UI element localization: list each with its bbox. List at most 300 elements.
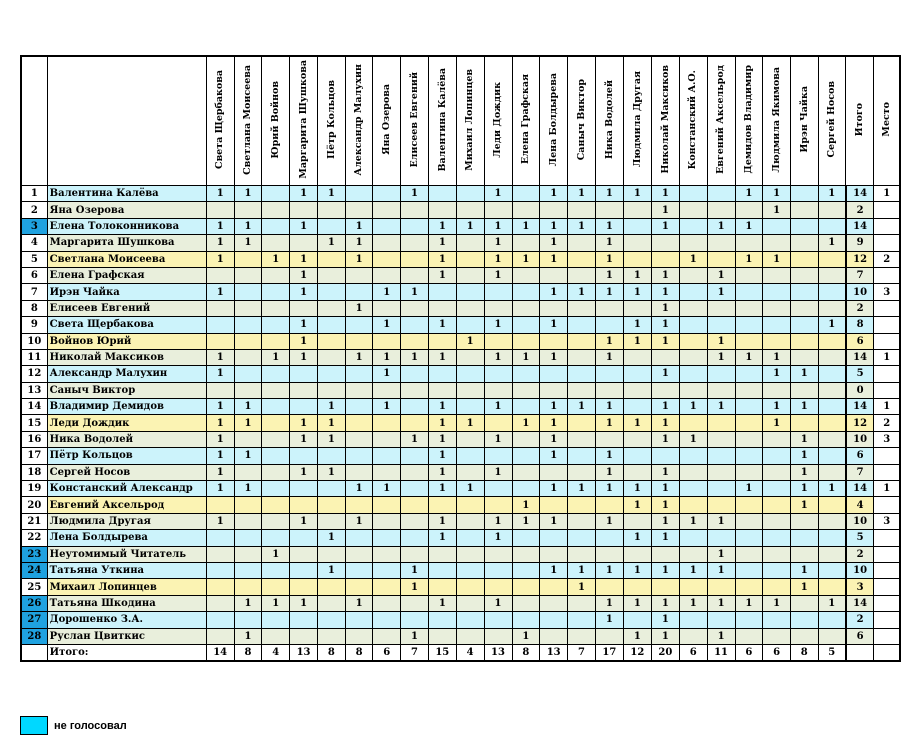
- vote-cell: [262, 284, 290, 300]
- column-header: [735, 56, 763, 186]
- table-row: [21, 513, 900, 529]
- voter-name: Саныч Виктор: [47, 382, 206, 398]
- vote-cell: [790, 530, 818, 546]
- column-header-label: Светлана Моисеева: [242, 64, 254, 175]
- vote-cell: 1: [679, 595, 707, 611]
- vote-cell: 1: [318, 415, 346, 431]
- vote-cell: [401, 612, 429, 628]
- vote-cell: [707, 415, 735, 431]
- vote-cell: [206, 562, 234, 578]
- vote-cell: [345, 382, 373, 398]
- legend: [20, 716, 127, 735]
- row-total: 14: [846, 186, 874, 202]
- vote-cell: 1: [540, 448, 568, 464]
- vote-cell: [623, 513, 651, 529]
- vote-cell: [790, 251, 818, 267]
- vote-cell: [735, 415, 763, 431]
- vote-cell: [318, 628, 346, 644]
- vote-cell: [595, 628, 623, 644]
- vote-cell: 1: [234, 628, 262, 644]
- row-number: 7: [21, 284, 47, 300]
- vote-cell: [234, 202, 262, 218]
- vote-cell: [763, 300, 791, 316]
- vote-cell: [456, 579, 484, 595]
- row-place: 3: [874, 513, 900, 529]
- vote-cell: [373, 448, 401, 464]
- vote-cell: [735, 628, 763, 644]
- totals-row: [21, 644, 900, 661]
- vote-cell: [623, 251, 651, 267]
- column-total: 8: [318, 644, 346, 661]
- vote-cell: 1: [428, 464, 456, 480]
- vote-cell: 1: [623, 333, 651, 349]
- row-place: 1: [874, 481, 900, 497]
- vote-cell: 1: [206, 251, 234, 267]
- vote-cell: [595, 497, 623, 513]
- column-total: 7: [401, 644, 429, 661]
- vote-cell: [818, 218, 846, 234]
- vote-cell: [428, 366, 456, 382]
- vote-cell: [234, 579, 262, 595]
- vote-cell: 1: [651, 431, 679, 447]
- vote-cell: [679, 300, 707, 316]
- vote-cell: [679, 448, 707, 464]
- vote-cell: [763, 612, 791, 628]
- vote-cell: [679, 464, 707, 480]
- vote-cell: [790, 546, 818, 562]
- vote-cell: [679, 382, 707, 398]
- vote-cell: [262, 448, 290, 464]
- vote-cell: 1: [318, 464, 346, 480]
- vote-cell: [401, 218, 429, 234]
- vote-cell: [707, 612, 735, 628]
- vote-cell: 1: [707, 513, 735, 529]
- vote-cell: 1: [790, 481, 818, 497]
- vote-cell: 1: [290, 333, 318, 349]
- vote-cell: 1: [790, 448, 818, 464]
- totals-blank-place: [874, 644, 900, 661]
- vote-cell: 1: [484, 431, 512, 447]
- vote-cell: 1: [512, 513, 540, 529]
- vote-cell: 1: [484, 317, 512, 333]
- column-total: 6: [373, 644, 401, 661]
- vote-cell: [735, 562, 763, 578]
- vote-cell: [428, 202, 456, 218]
- vote-cell: [735, 202, 763, 218]
- vote-cell: [735, 612, 763, 628]
- vote-cell: [790, 284, 818, 300]
- vote-cell: 1: [345, 349, 373, 365]
- vote-cell: [234, 513, 262, 529]
- vote-cell: [290, 497, 318, 513]
- vote-cell: [568, 497, 596, 513]
- column-header-label: Людмила Другая: [631, 71, 643, 168]
- vote-cell: [484, 415, 512, 431]
- vote-cell: [234, 300, 262, 316]
- vote-cell: [206, 530, 234, 546]
- vote-cell: 1: [512, 349, 540, 365]
- vote-cell: 1: [623, 267, 651, 283]
- vote-cell: [290, 382, 318, 398]
- vote-cell: 1: [651, 481, 679, 497]
- vote-cell: [763, 382, 791, 398]
- vote-cell: [234, 464, 262, 480]
- vote-cell: [234, 317, 262, 333]
- row-place: 1: [874, 186, 900, 202]
- column-total: 11: [707, 644, 735, 661]
- vote-cell: [679, 235, 707, 251]
- vote-cell: [623, 464, 651, 480]
- vote-cell: [512, 579, 540, 595]
- voter-name: Николай Максиков: [47, 349, 206, 365]
- vote-cell: 1: [763, 349, 791, 365]
- vote-cell: [318, 497, 346, 513]
- vote-cell: 1: [484, 530, 512, 546]
- row-number: 2: [21, 202, 47, 218]
- vote-cell: [735, 530, 763, 546]
- vote-cell: 1: [401, 284, 429, 300]
- vote-cell: [568, 513, 596, 529]
- vote-cell: 1: [401, 186, 429, 202]
- vote-cell: 1: [679, 251, 707, 267]
- vote-cell: 1: [318, 530, 346, 546]
- vote-cell: 1: [512, 251, 540, 267]
- vote-cell: 1: [707, 349, 735, 365]
- vote-cell: 1: [540, 235, 568, 251]
- vote-cell: 1: [763, 415, 791, 431]
- vote-cell: 1: [818, 186, 846, 202]
- vote-cell: [763, 513, 791, 529]
- vote-cell: [512, 448, 540, 464]
- vote-cell: [735, 546, 763, 562]
- column-header-label: Демидов Владимир: [743, 65, 755, 174]
- vote-cell: 1: [428, 431, 456, 447]
- vote-cell: [401, 530, 429, 546]
- row-number: 26: [21, 595, 47, 611]
- vote-cell: [623, 546, 651, 562]
- column-total: 4: [262, 644, 290, 661]
- vote-cell: 1: [290, 284, 318, 300]
- vote-cell: 1: [651, 284, 679, 300]
- vote-cell: [262, 513, 290, 529]
- vote-cell: [290, 300, 318, 316]
- vote-cell: [623, 399, 651, 415]
- vote-cell: [707, 235, 735, 251]
- vote-cell: [568, 595, 596, 611]
- vote-cell: 1: [595, 186, 623, 202]
- vote-cell: [262, 464, 290, 480]
- table-row: [21, 464, 900, 480]
- vote-cell: [318, 267, 346, 283]
- row-place: [874, 218, 900, 234]
- vote-cell: [512, 546, 540, 562]
- vote-cell: [707, 464, 735, 480]
- row-place: 3: [874, 431, 900, 447]
- vote-cell: 1: [318, 399, 346, 415]
- vote-cell: 1: [290, 251, 318, 267]
- vote-cell: [568, 382, 596, 398]
- vote-cell: 1: [206, 481, 234, 497]
- row-number: 15: [21, 415, 47, 431]
- vote-cell: 1: [568, 218, 596, 234]
- vote-cell: 1: [735, 349, 763, 365]
- column-header: [790, 56, 818, 186]
- vote-cell: [373, 267, 401, 283]
- vote-cell: 1: [790, 399, 818, 415]
- vote-cell: [484, 366, 512, 382]
- vote-cell: [679, 218, 707, 234]
- vote-cell: [818, 415, 846, 431]
- vote-cell: 1: [234, 399, 262, 415]
- vote-cell: 1: [651, 300, 679, 316]
- vote-cell: [318, 546, 346, 562]
- vote-cell: [763, 431, 791, 447]
- table-row: [21, 497, 900, 513]
- vote-cell: 1: [651, 612, 679, 628]
- vote-cell: [345, 562, 373, 578]
- vote-cell: [568, 333, 596, 349]
- vote-cell: 1: [707, 333, 735, 349]
- vote-cell: [262, 317, 290, 333]
- header-row: [21, 56, 900, 186]
- vote-cell: [373, 612, 401, 628]
- vote-cell: [790, 628, 818, 644]
- vote-cell: [401, 595, 429, 611]
- vote-cell: [262, 333, 290, 349]
- vote-cell: [373, 497, 401, 513]
- totals-label: Итого:: [47, 644, 206, 661]
- row-total: 2: [846, 546, 874, 562]
- vote-cell: [763, 267, 791, 283]
- vote-cell: 1: [234, 218, 262, 234]
- vote-cell: 1: [623, 284, 651, 300]
- column-header: [595, 56, 623, 186]
- vote-cell: [623, 382, 651, 398]
- vote-cell: [484, 300, 512, 316]
- vote-cell: 1: [456, 481, 484, 497]
- row-place: [874, 579, 900, 595]
- vote-cell: 1: [540, 415, 568, 431]
- voter-name: Неутомимый Читатель: [47, 546, 206, 562]
- vote-cell: 1: [568, 562, 596, 578]
- vote-cell: [401, 382, 429, 398]
- vote-cell: 1: [540, 284, 568, 300]
- vote-cell: 1: [818, 317, 846, 333]
- row-place: [874, 562, 900, 578]
- vote-cell: 1: [262, 251, 290, 267]
- vote-cell: 1: [763, 251, 791, 267]
- row-place: [874, 333, 900, 349]
- column-header-label: Елисеев Евгений: [408, 71, 420, 168]
- vote-cell: [512, 300, 540, 316]
- vote-cell: 1: [790, 562, 818, 578]
- vote-cell: 1: [735, 595, 763, 611]
- vote-cell: [568, 546, 596, 562]
- vote-cell: 1: [651, 530, 679, 546]
- voter-name: Войнов Юрий: [47, 333, 206, 349]
- column-header-label: Света Щербакова: [214, 70, 226, 169]
- vote-cell: [373, 251, 401, 267]
- row-place: 3: [874, 284, 900, 300]
- vote-cell: 1: [651, 513, 679, 529]
- vote-cell: 1: [345, 481, 373, 497]
- column-total: 12: [623, 644, 651, 661]
- vote-cell: [512, 333, 540, 349]
- vote-cell: 1: [206, 349, 234, 365]
- vote-cell: [484, 448, 512, 464]
- vote-cell: 1: [206, 235, 234, 251]
- row-number: 23: [21, 546, 47, 562]
- column-header: [568, 56, 596, 186]
- table-row: [21, 595, 900, 611]
- column-header-label: Ника Водолей: [603, 79, 615, 160]
- vote-cell: [373, 464, 401, 480]
- vote-cell: [484, 546, 512, 562]
- vote-cell: 1: [651, 595, 679, 611]
- vote-cell: [456, 284, 484, 300]
- row-total: 2: [846, 300, 874, 316]
- column-total: 8: [790, 644, 818, 661]
- vote-cell: 1: [262, 546, 290, 562]
- vote-cell: [373, 333, 401, 349]
- vote-cell: [206, 497, 234, 513]
- column-total: 5: [818, 644, 846, 661]
- row-total: 9: [846, 235, 874, 251]
- vote-cell: [623, 235, 651, 251]
- vote-cell: [345, 464, 373, 480]
- column-header: [428, 56, 456, 186]
- voter-name: Светлана Моисеева: [47, 251, 206, 267]
- column-header: [318, 56, 346, 186]
- table-row: [21, 366, 900, 382]
- vote-cell: [679, 497, 707, 513]
- vote-cell: [234, 546, 262, 562]
- vote-cell: 1: [401, 579, 429, 595]
- vote-cell: [623, 349, 651, 365]
- vote-cell: [373, 546, 401, 562]
- row-number: 21: [21, 513, 47, 529]
- table-row: [21, 284, 900, 300]
- vote-cell: [206, 267, 234, 283]
- vote-cell: [707, 497, 735, 513]
- vote-cell: 1: [623, 562, 651, 578]
- vote-cell: [790, 382, 818, 398]
- row-number: 16: [21, 431, 47, 447]
- vote-cell: 1: [707, 628, 735, 644]
- vote-cell: [401, 448, 429, 464]
- column-header-label: Маргарита Шушкова: [297, 60, 309, 179]
- vote-cell: [262, 530, 290, 546]
- vote-cell: [735, 579, 763, 595]
- vote-cell: [623, 218, 651, 234]
- row-total: 4: [846, 497, 874, 513]
- vote-cell: 1: [484, 464, 512, 480]
- vote-cell: 1: [373, 399, 401, 415]
- row-place: [874, 317, 900, 333]
- vote-cell: 1: [735, 481, 763, 497]
- row-total: 5: [846, 530, 874, 546]
- vote-cell: [679, 186, 707, 202]
- vote-cell: [790, 267, 818, 283]
- column-header-label: Ирэн Чайка: [798, 86, 810, 153]
- row-total: 7: [846, 464, 874, 480]
- vote-cell: 1: [790, 366, 818, 382]
- vote-cell: [456, 267, 484, 283]
- table-row: [21, 317, 900, 333]
- vote-cell: [763, 333, 791, 349]
- vote-cell: [262, 300, 290, 316]
- vote-cell: [735, 497, 763, 513]
- vote-cell: [456, 300, 484, 316]
- vote-cell: [290, 399, 318, 415]
- vote-cell: 1: [763, 202, 791, 218]
- column-header: [679, 56, 707, 186]
- column-header-label: Юрий Войнов: [269, 80, 281, 159]
- vote-cell: 1: [651, 218, 679, 234]
- vote-cell: 1: [373, 284, 401, 300]
- vote-cell: 1: [595, 513, 623, 529]
- vote-cell: [318, 595, 346, 611]
- vote-cell: [818, 202, 846, 218]
- place-header: [874, 56, 900, 186]
- column-total: 17: [595, 644, 623, 661]
- vote-cell: [707, 202, 735, 218]
- vote-cell: [484, 579, 512, 595]
- vote-cell: 1: [484, 235, 512, 251]
- vote-cell: 1: [401, 431, 429, 447]
- column-header-label: Александр Малухин: [353, 63, 365, 176]
- vote-cell: 1: [373, 349, 401, 365]
- vote-cell: [428, 333, 456, 349]
- table-row: [21, 612, 900, 628]
- vote-cell: [206, 300, 234, 316]
- row-place: 2: [874, 415, 900, 431]
- vote-cell: [456, 448, 484, 464]
- vote-cell: [262, 415, 290, 431]
- table-row: [21, 481, 900, 497]
- vote-cell: 1: [818, 481, 846, 497]
- vote-cell: [345, 530, 373, 546]
- vote-cell: [401, 366, 429, 382]
- vote-cell: 1: [290, 595, 318, 611]
- vote-cell: [512, 464, 540, 480]
- vote-cell: [484, 284, 512, 300]
- vote-cell: 1: [401, 349, 429, 365]
- vote-cell: [290, 202, 318, 218]
- total-header: [846, 56, 874, 186]
- vote-cell: [818, 530, 846, 546]
- vote-cell: [484, 202, 512, 218]
- vote-cell: 1: [428, 267, 456, 283]
- vote-cell: [735, 284, 763, 300]
- vote-cell: [679, 530, 707, 546]
- vote-cell: 1: [568, 481, 596, 497]
- voter-name: Леди Дождик: [47, 415, 206, 431]
- vote-cell: [790, 595, 818, 611]
- vote-cell: 1: [707, 267, 735, 283]
- vote-cell: [456, 562, 484, 578]
- row-number: 11: [21, 349, 47, 365]
- vote-cell: [456, 612, 484, 628]
- vote-cell: [623, 612, 651, 628]
- column-header: [623, 56, 651, 186]
- vote-cell: [345, 366, 373, 382]
- vote-cell: [595, 202, 623, 218]
- vote-cell: [318, 481, 346, 497]
- vote-cell: [484, 562, 512, 578]
- vote-cell: 1: [262, 595, 290, 611]
- vote-cell: [568, 251, 596, 267]
